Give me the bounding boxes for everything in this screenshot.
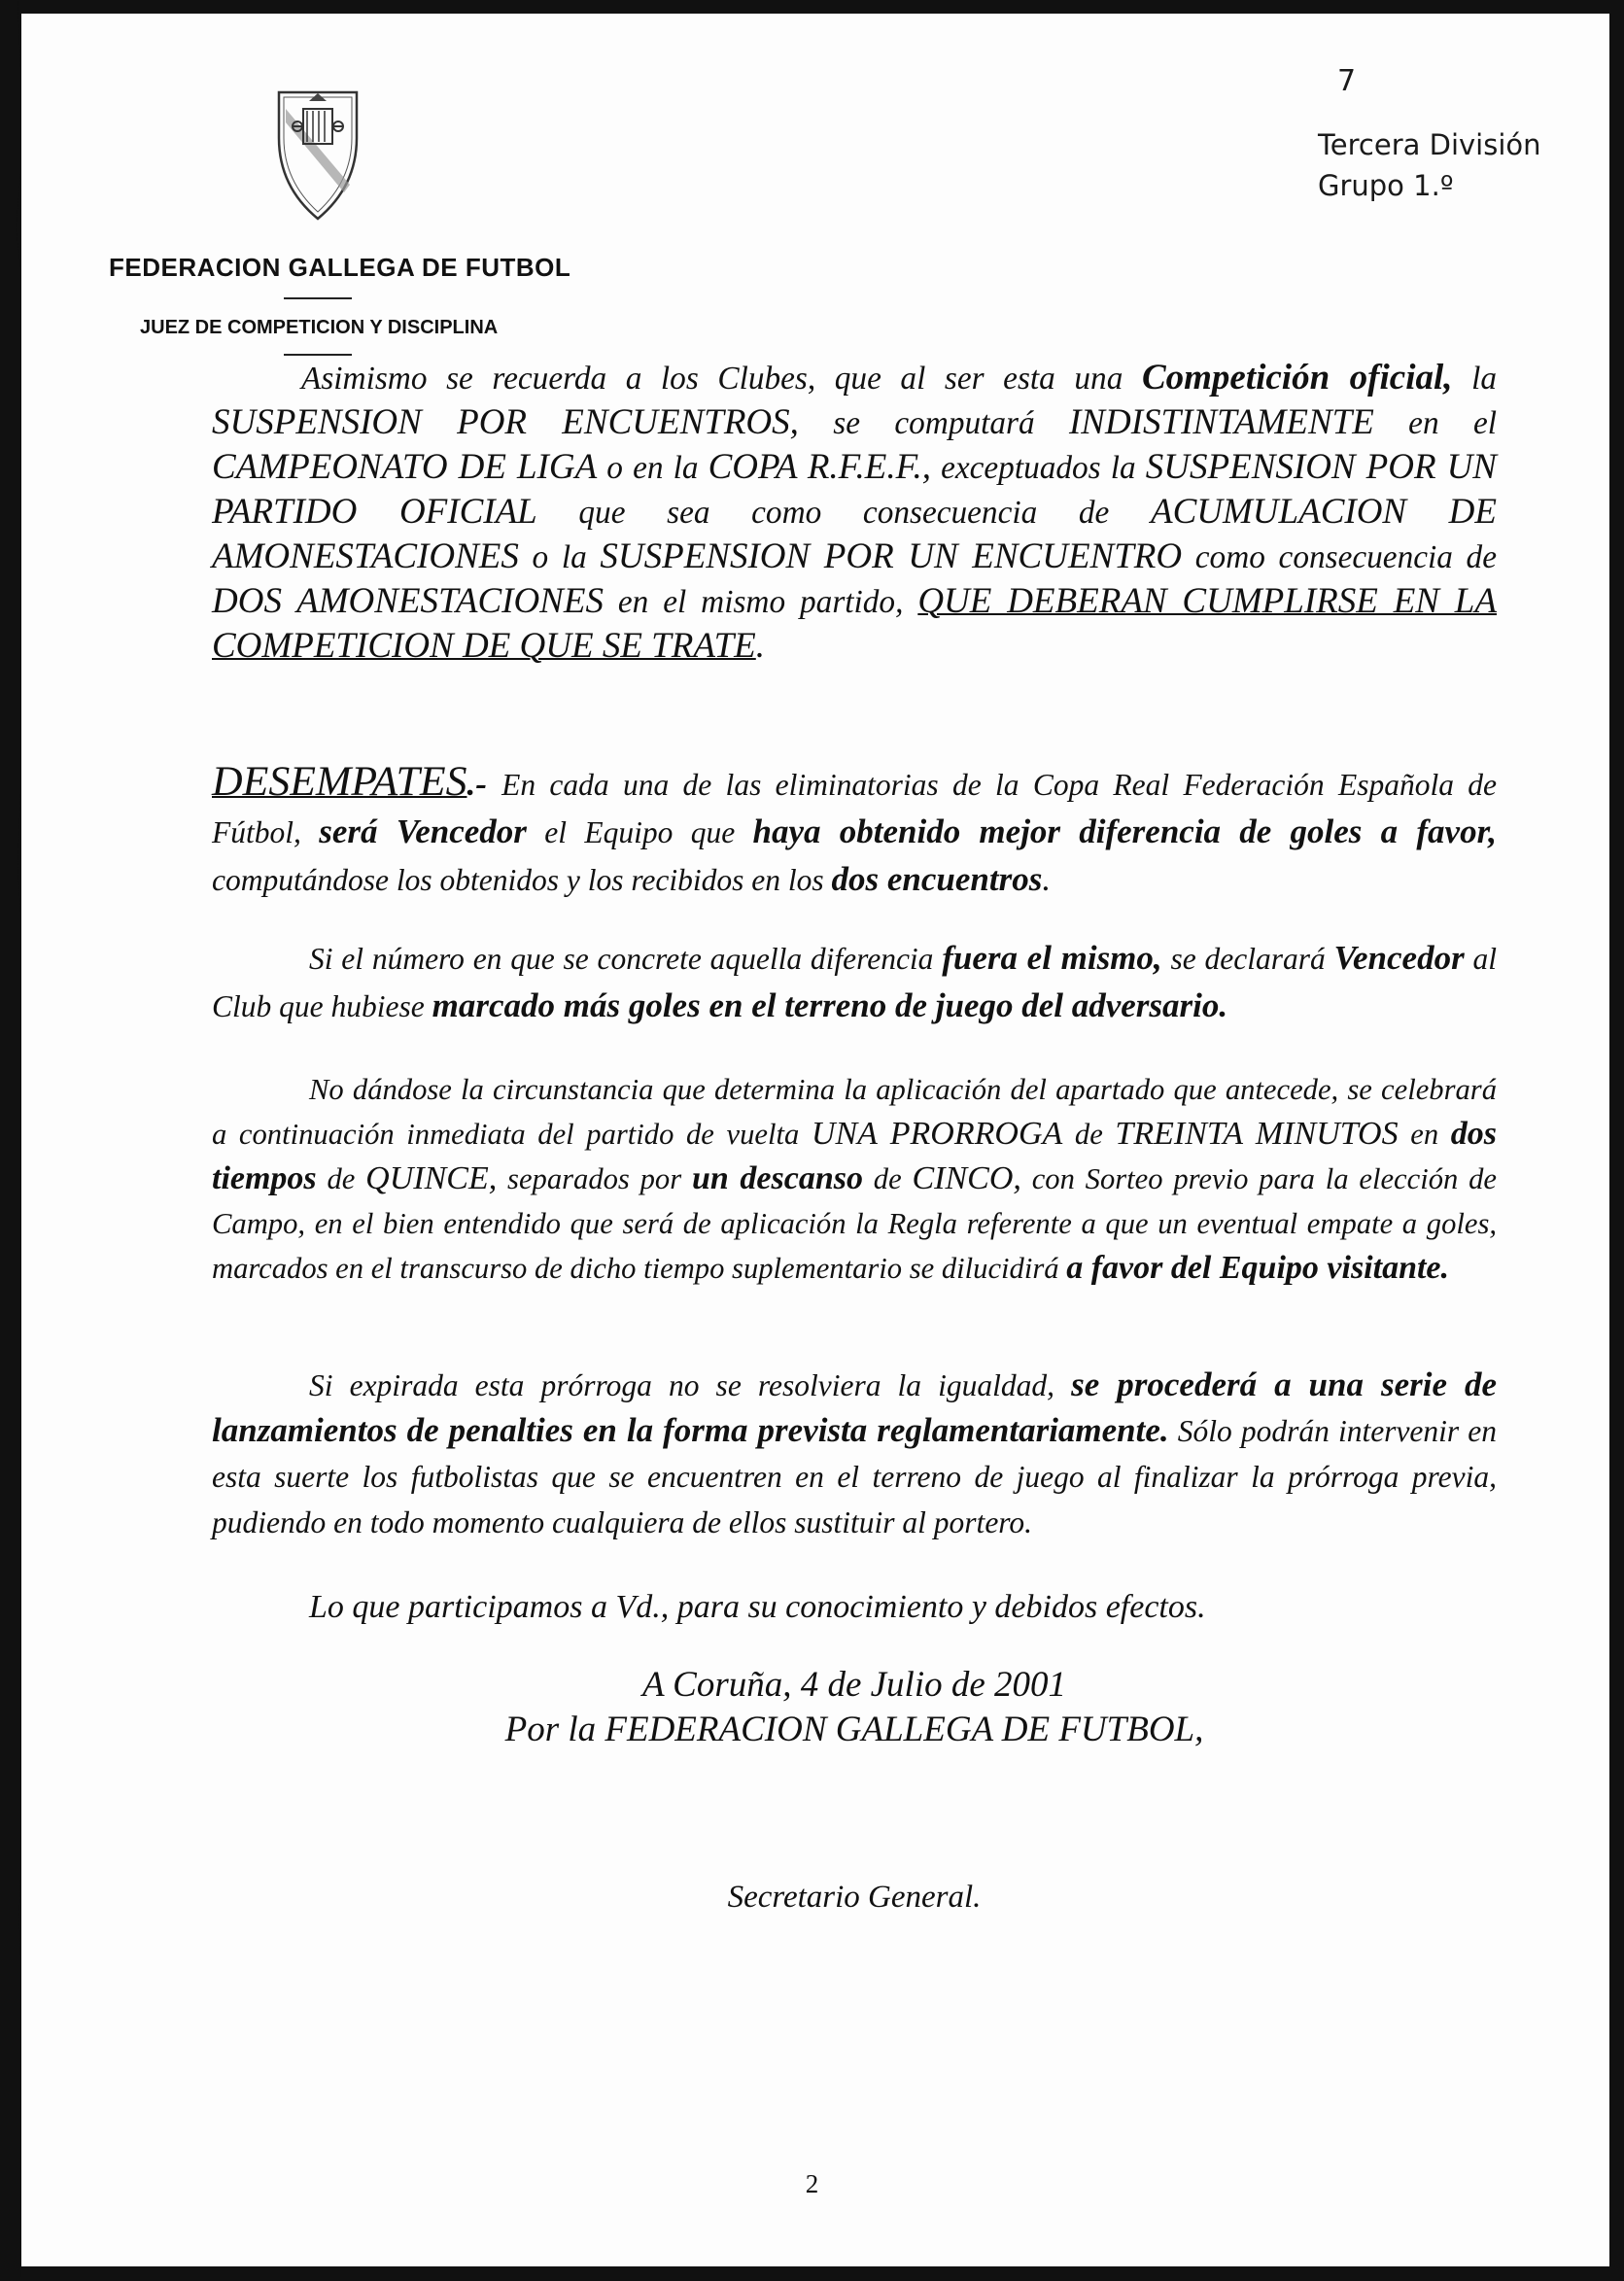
paragraph-notice: Lo que participamos a Vd., para su conocimiento y debidos efectos. <box>309 1589 1206 1625</box>
header-group: Grupo 1.º <box>1318 169 1454 202</box>
paragraph-prorroga: No dándose la circunstancia que determina la aplicación del apartado que antecede, se celebrará a continuación inmediata del partido de vuelta UNA PRORROGA de TREINTA MINUTOS en dos tiempos de QUINCE, separados por un descanso de CINCO, con Sorteo previo para la elección de Campo, en el bien entendido que será de aplicación la Regla referente a que un eventual empate a goles, marcados en el transcurso de dicho tiempo suplementario se dilucidirá a favor del Equipo visitante. <box>212 1073 1497 1286</box>
paragraph-desempates: DESEMPATES.- En cada una de las eliminatorias de la Copa Real Federación Española de Fútbol, será Vencedor el Equipo que haya obtenido mejor diferencia de goles a favor, computándose los obtenidos y los recibidos en los dos encuentros. <box>212 758 1498 898</box>
header-top-number: 7 <box>1337 64 1357 98</box>
paragraph-suspension: Asimismo se recuerda a los Clubes, que al ser esta una Competición oficial, la SUSPENSION POR ENCUENTROS, se computará INDISTINTAMENTE en el CAMPEONATO DE LIGA o en la COPA R.F.E.F., exceptuados la SUSPENSION POR UN PARTIDO OFICIAL que sea como consecuencia de ACUMULACION DE AMONESTACIONES o la SUSPENSION POR UN ENCUENTRO como consecuencia de DOS AMONESTACIONES en el mismo partido, QUE DEBERAN CUMPLIRSE EN LA COMPETICION DE QUE SE TRATE. <box>212 358 1497 666</box>
page-number: 2 <box>805 2169 819 2198</box>
federation-shield-logo-icon <box>276 89 360 222</box>
signatory-title: Secretario General. <box>727 1880 982 1915</box>
header-divider <box>284 297 352 299</box>
paragraph-penalties: Si expirada esta prórroga no se resolviera la igualdad, se procederá a una serie de lanzamientos de penalties en la forma prevista reglamentariamente. Sólo podrán intervenir en esta suerte los futbolistas que se encuentren en el terreno de juego al finalizar la prórroga previa, pudiendo en todo momento cualquiera de ellos sustituir al portero. <box>212 1365 1497 1539</box>
federation-name: FEDERACION GALLEGA DE FUTBOL <box>109 253 571 282</box>
desempates-heading: DESEMPATES <box>212 758 467 805</box>
header-division: Tercera División <box>1318 128 1541 161</box>
paragraph-same-difference: Si el número en que se concrete aquella diferencia fuera el mismo, se declarará Vencedor al Club que hubiese marcado más goles en el terreno de juego del adversario. <box>212 939 1498 1024</box>
judge-title: JUEZ DE COMPETICION Y DISCIPLINA <box>140 317 499 338</box>
closing-date: A Coruña, 4 de Julio de 2001 <box>641 1665 1067 1705</box>
closing-byline: Por la FEDERACION GALLEGA DE FUTBOL, <box>504 1710 1204 1749</box>
